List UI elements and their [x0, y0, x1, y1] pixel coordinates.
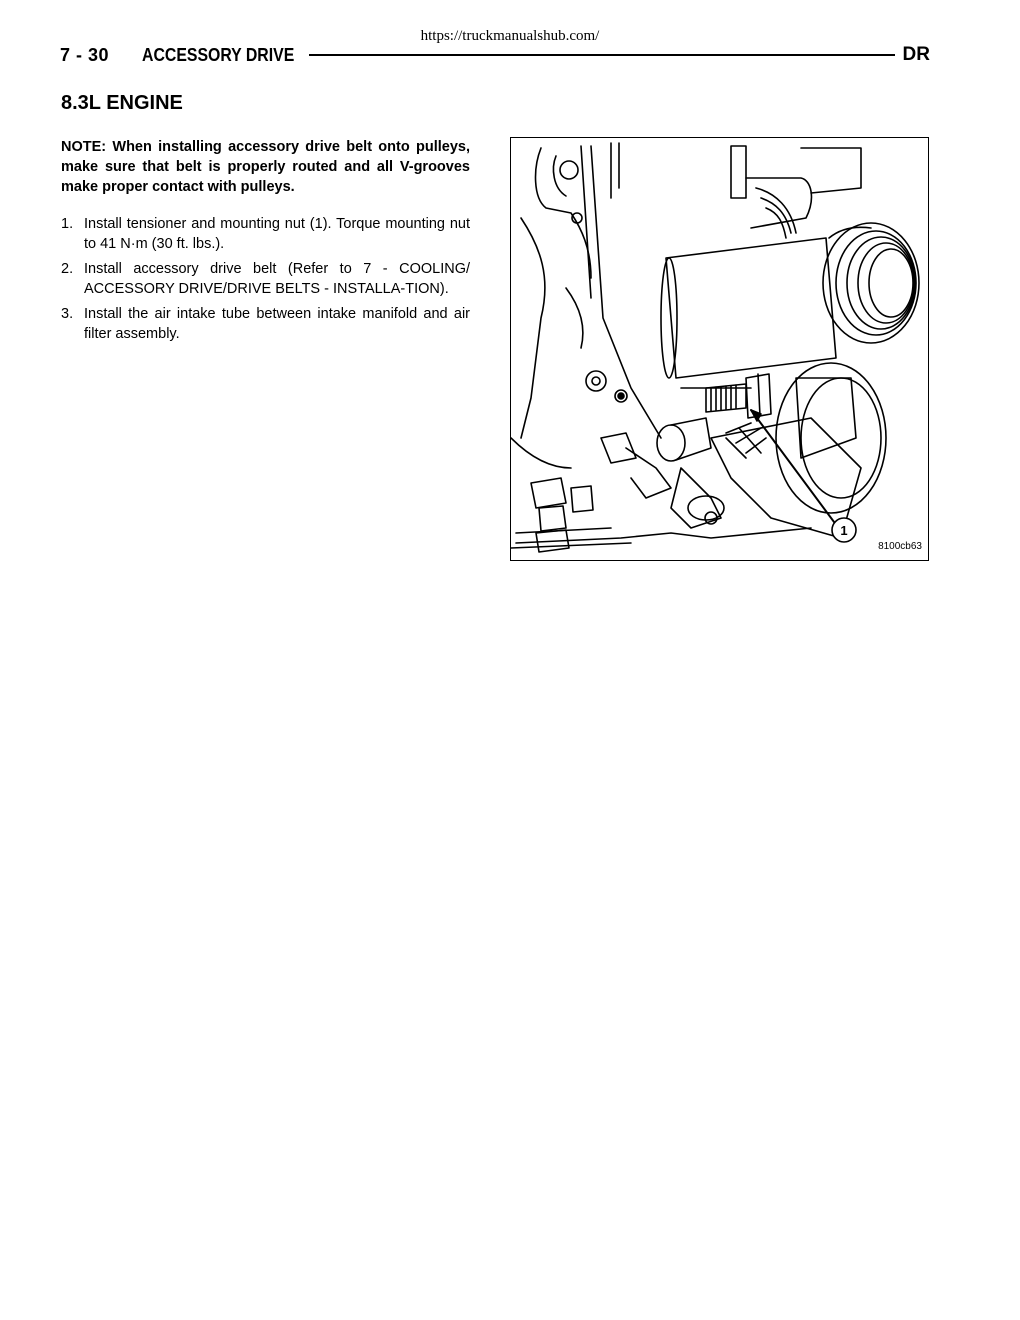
model-code: DR — [902, 44, 930, 65]
step-number: 3. — [61, 306, 74, 322]
step-text: Install the air intake tube between intake manifold and air filter assembly. — [84, 306, 470, 342]
source-url[interactable]: https://truckmanualshub.com/ — [420, 28, 600, 44]
section-title: ACCESSORY DRIVE — [142, 44, 295, 65]
step-number: 2. — [61, 261, 74, 277]
step-item — [61, 304, 470, 344]
page-header — [60, 42, 930, 68]
step-item — [61, 214, 470, 254]
step-text: Install tensioner and mounting nut (1). Torque mounting nut to 41 N·m (30 ft. lbs.). — [84, 216, 470, 252]
page-number: 7 - 30 — [60, 44, 110, 65]
figure-code: 8100cb63 — [878, 541, 922, 552]
callout-1: 1 — [840, 523, 848, 538]
engine-line-drawing — [511, 138, 929, 561]
tensioner-illustration — [510, 137, 929, 561]
installation-note: NOTE: When installing accessory drive belt onto pulleys, make sure that belt is properly routed and all V-grooves make proper contact with pulleys. — [61, 139, 470, 195]
step-text: Install accessory drive belt (Refer to 7 - COOLING/ ACCESSORY DRIVE/DRIVE BELTS - INSTALLA-TION). — [84, 261, 470, 297]
installation-steps — [61, 214, 470, 349]
step-number: 1. — [61, 216, 74, 232]
step-item — [61, 259, 470, 299]
header-rule — [309, 54, 895, 56]
section-heading: 8.3L ENGINE — [61, 92, 183, 114]
